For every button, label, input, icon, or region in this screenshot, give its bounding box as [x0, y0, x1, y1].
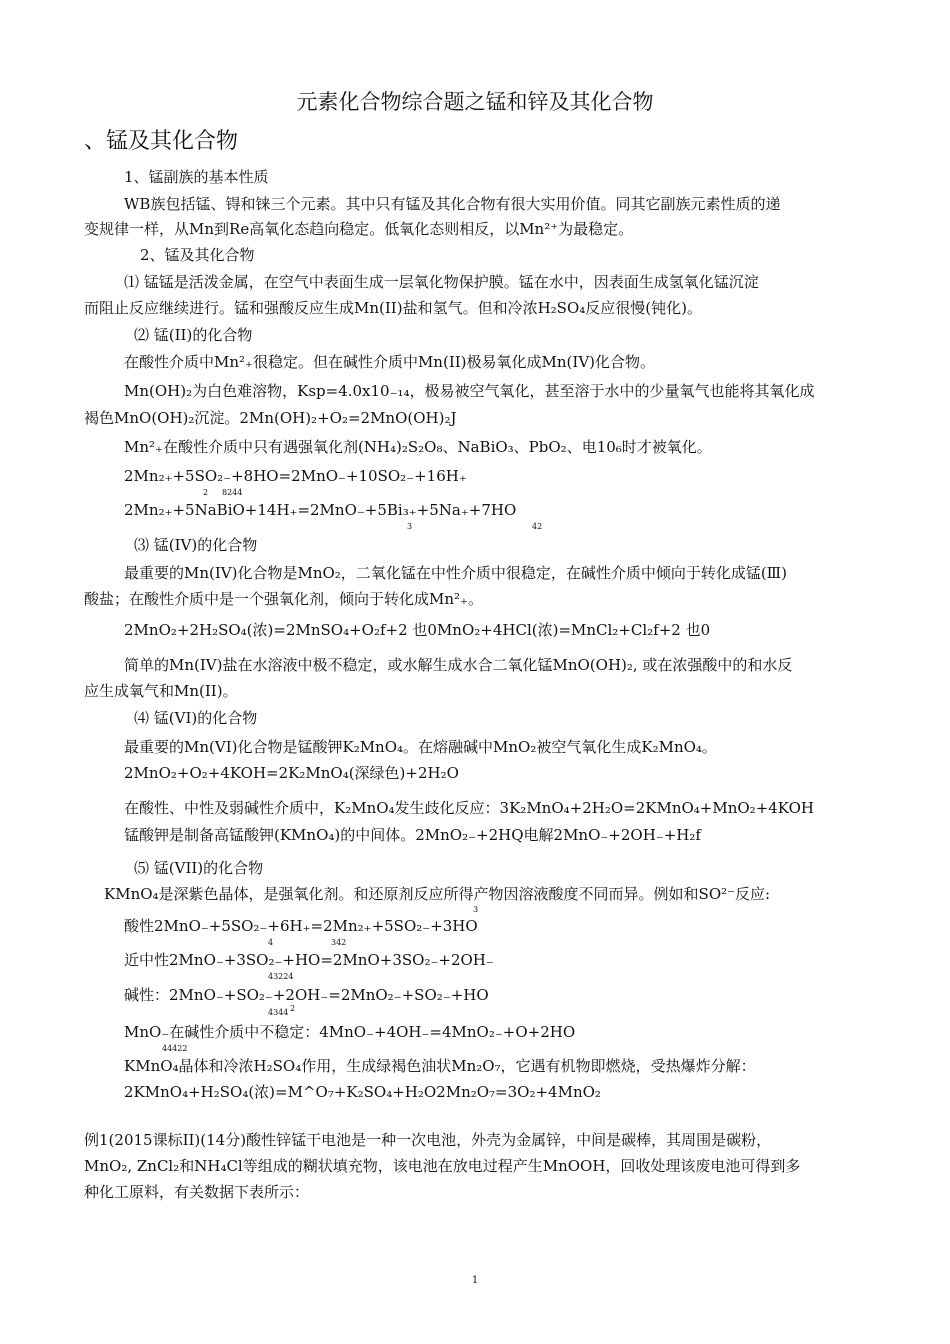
- paragraph-line: 褐色MnO(OH)₂沉淀。2Mn(OH)₂+O₂=2MnO(OH)₂J: [84, 409, 457, 427]
- paragraph-line: 变规律一样，从Mn到Re高氧化态趋向稳定。低氧化态则相反，以Mn²⁺为最稳定。: [84, 220, 634, 238]
- paragraph-line: 2MnO₂+O₂+4KOH=2K₂MnO₄(深绿色)+2H₂O: [124, 764, 459, 782]
- paragraph-line: ⑷ 锰(VI)的化合物: [134, 709, 258, 727]
- section-heading: 、锰及其化合物: [84, 129, 239, 154]
- paragraph-line: 2Mn₂₊+5NaBiO+14H₊=2MnO₋+5Bi₃₊+5Na₊+7HO: [124, 501, 517, 519]
- paragraph-line: 应生成氧气和Mn(II)。: [84, 682, 238, 700]
- subscript-fragment: 43224: [268, 972, 294, 981]
- subscript-fragment: 42: [532, 522, 543, 531]
- subscript-fragment: 3: [407, 522, 413, 531]
- paragraph-line: 近中性2MnO₋+3SO₂₋+HO=2MnO+3SO₂₋+2OH₋: [124, 951, 494, 969]
- subscript-fragment: 3: [473, 905, 479, 914]
- paragraph-line: 最重要的Mn(IV)化合物是MnO₂，二氧化锰在中性介质中很稳定，在碱性介质中倾向于转化成锰(Ⅲ): [124, 564, 787, 582]
- paragraph-line: 最重要的Mn(VI)化合物是锰酸钾K₂MnO₄。在熔融碱中MnO₂被空气氧化生成K₂MnO₄。: [124, 738, 717, 756]
- paragraph-line: 1、锰副族的基本性质: [124, 168, 269, 186]
- paragraph-line: 2、锰及其化合物: [140, 246, 255, 264]
- paragraph-line: Mn²₊在酸性介质中只有遇强氧化剂(NH₄)₂S₂O₈、NaBiO₃、PbO₂、电10₆时才被氧化。: [124, 438, 712, 456]
- paragraph-line: WB族包括锰、锝和铼三个元素。其中只有锰及其化合物有很大实用价值。同其它副族元素性质的递: [124, 195, 781, 213]
- paragraph-line: ⑴ 锰锰是活泼金属，在空气中表面生成一层氧化物保护膜。锰在水中，因表面生成氢氧化锰沉淀: [124, 273, 759, 291]
- paragraph-line: 种化工原料，有关数据下表所示：: [84, 1183, 310, 1201]
- paragraph-line: 简单的Mn(IV)盐在水溶液中极不稳定，或水解生成水合二氧化锰MnO(OH)₂, 或在浓强酸中的和水反: [124, 656, 793, 674]
- paragraph-line: MnO₋在碱性介质中不稳定：4MnO₋+4OH₋=4MnO₂₋+O+2HO: [124, 1023, 576, 1041]
- paragraph-line: Mn(OH)₂为白色难溶物，Ksp=4.0x10₋₁₄，极易被空气氧化，甚至溶于水中的少量氧气也能将其氧化成: [124, 382, 815, 400]
- paragraph-line: 2MnO₂+2H₂SO₄(浓)=2MnSO₄+O₂f+2 也0MnO₂+4HCl(浓)=MnCl₂+Cl₂f+2 也0: [124, 621, 711, 639]
- subscript-fragment: 2: [203, 488, 209, 497]
- paragraph-line: KMnO₄是深紫色晶体，是强氧化剂。和还原剂反应所得产物因溶液酸度不同而异。例如和SO²⁻反应:: [104, 885, 771, 903]
- subscript-fragment: 2: [290, 1004, 296, 1013]
- paragraph-line: ⑶ 锰(IV)的化合物: [134, 536, 258, 554]
- paragraph-line: ⑸ 锰(VII)的化合物: [134, 859, 264, 877]
- subscript-fragment: 4: [268, 938, 274, 947]
- document-title: 元素化合物综合题之锰和锌及其化合物: [296, 90, 654, 114]
- paragraph-line: 碱性：2MnO₋+SO₂₋+2OH₋=2MnO₂₋+SO₂₋+HO: [124, 986, 489, 1004]
- subscript-fragment: 44422: [162, 1044, 188, 1053]
- paragraph-line: ⑵ 锰(II)的化合物: [134, 326, 253, 344]
- paragraph-line: 2Mn₂₊+5SO₂₋+8HO=2MnO₋+10SO₂₋+16H₊: [124, 467, 467, 485]
- subscript-fragment: 4344: [268, 1008, 289, 1017]
- page-number: 1: [471, 1275, 479, 1286]
- paragraph-line: 锰酸钾是制备高锰酸钾(KMnO₄)的中间体。2MnO₂₋+2HQ电解2MnO₋+2OH₋+H₂f: [124, 826, 701, 844]
- paragraph-line: 例1(2015课标II)(14分)酸性锌锰干电池是一种一次电池，外壳为金属锌，中间是碳棒，其周围是碳粉，: [84, 1131, 772, 1149]
- subscript-fragment: 342: [331, 938, 347, 947]
- paragraph-line: KMnO₄晶体和冷浓H₂SO₄作用，生成绿褐色油状Mn₂O₇，它遇有机物即燃烧，受热爆炸分解：: [124, 1057, 756, 1075]
- paragraph-line: 2KMnO₄+H₂SO₄(浓)=M^O₇+K₂SO₄+H₂O2Mn₂O₇=3O₂+4MnO₂: [124, 1083, 601, 1101]
- paragraph-line: MnO₂, ZnCl₂和NH₄Cl等组成的糊状填充物，该电池在放电过程产生MnOOH，回收处理该废电池可得到多: [84, 1157, 801, 1175]
- subscript-fragment: 8244: [222, 488, 243, 497]
- paragraph-line: 在酸性、中性及弱碱性介质中，K₂MnO₄发生歧化反应：3K₂MnO₄+2H₂O=2KMnO₄+MnO₂+4KOH: [124, 799, 814, 817]
- paragraph-line: 在酸性介质中Mn²₊很稳定。但在碱性介质中Mn(II)极易氧化成Mn(IV)化合物。: [124, 353, 656, 371]
- paragraph-line: 酸性2MnO₋+5SO₂₋+6H₊=2Mn₂₊+5SO₂₋+3HO: [124, 917, 478, 935]
- paragraph-line: 而阻止反应继续进行。锰和强酸反应生成Mn(II)盐和氢气。但和冷浓H₂SO₄反应很慢(钝化)。: [84, 299, 702, 317]
- paragraph-line: 酸盐；在酸性介质中是一个强氧化剂，倾向于转化成Mn²₊。: [84, 590, 483, 608]
